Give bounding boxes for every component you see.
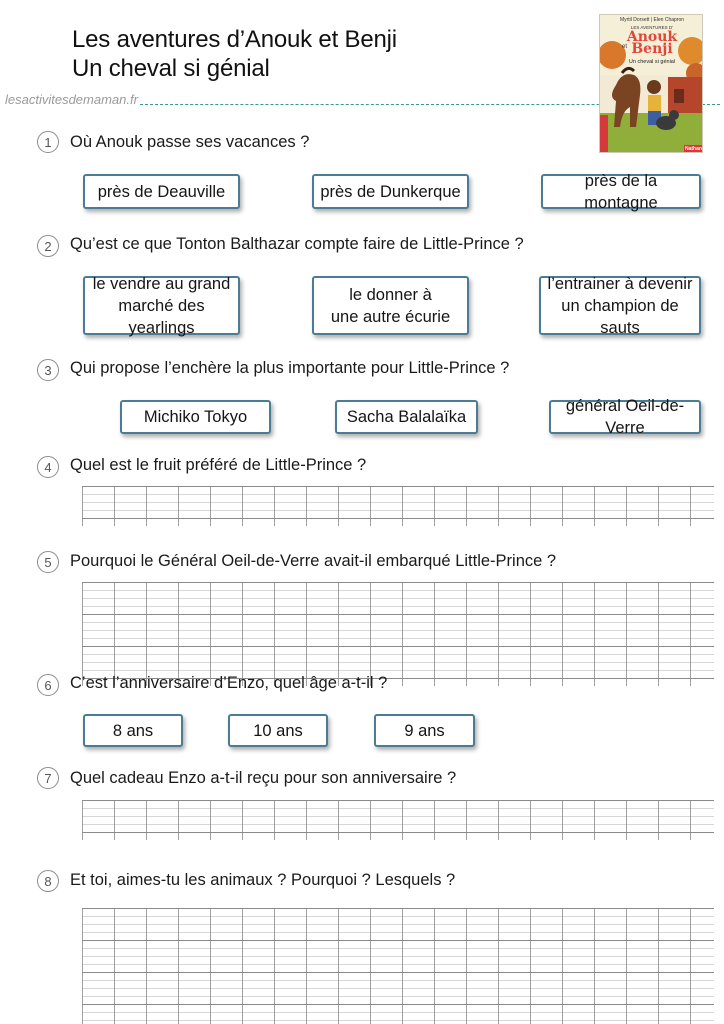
question-8-text: Et toi, aimes-tu les animaux ? Pourquoi ? Lesquels ?	[70, 871, 456, 889]
q2-option-entrainer-line1: l’entrainer à devenir	[547, 274, 693, 293]
question-2-text: Qu’est ce que Tonton Balthazar compte faire de Little-Prince ?	[70, 235, 524, 253]
q2-option-vendre[interactable]	[83, 276, 240, 335]
question-2-number: 2	[37, 235, 59, 257]
cover-name-2: Benji	[631, 41, 673, 57]
q3-option-general[interactable]: général Oeil-de-Verre	[549, 400, 701, 434]
question-1-number: 1	[37, 131, 59, 153]
q6-option-9-ans[interactable]: 9 ans	[374, 714, 475, 747]
question-4-number: 4	[37, 456, 59, 478]
q1-option-dunkerque[interactable]: près de Dunkerque	[312, 174, 469, 209]
cover-name-1: Anouk	[626, 29, 678, 45]
q2-option-donner-line1: le donner à	[349, 285, 432, 304]
writing-lines	[82, 486, 714, 526]
question-3-text: Qui propose l’enchère la plus importante pour Little-Prince ?	[70, 359, 510, 377]
cover-amp: et	[622, 44, 628, 50]
question-7-text: Quel cadeau Enzo a-t-il reçu pour son anniversaire ?	[70, 769, 457, 787]
q2-option-donner-line2: une autre écurie	[330, 307, 451, 326]
question-5-number: 5	[37, 551, 59, 573]
q3-option-sacha[interactable]: Sacha Balalaïka	[335, 400, 478, 434]
site-watermark: lesactivitesdemaman.fr	[5, 92, 138, 107]
writing-lines	[82, 908, 714, 1024]
question-3-number: 3	[37, 359, 59, 381]
q3-option-michiko[interactable]: Michiko Tokyo	[120, 400, 271, 434]
cover-authors: Myrtil Dorsett | Elen Chapron	[619, 17, 685, 23]
answer-grid-4[interactable]	[82, 486, 714, 526]
q6-option-8-ans[interactable]: 8 ans	[83, 714, 183, 747]
q2-option-donner[interactable]	[312, 276, 469, 335]
question-6-number: 6	[37, 674, 59, 696]
answer-grid-8[interactable]	[82, 908, 714, 1024]
q1-option-montagne[interactable]: près de la montagne	[541, 174, 701, 209]
cover-series: LES AVENTURES D’	[630, 25, 674, 30]
question-1-text: Où Anouk passe ses vacances ?	[70, 133, 310, 151]
q2-option-entrainer[interactable]	[539, 276, 701, 335]
cover-publisher: Nathan	[685, 146, 702, 152]
q2-option-vendre-line1: le vendre au grand	[92, 274, 231, 293]
q6-option-10-ans[interactable]: 10 ans	[228, 714, 328, 747]
title-line-1: Les aventures d’Anouk et Benji	[72, 26, 397, 53]
question-6-text: C’est l’anniversaire d’Enzo, quel âge a-t-il ?	[70, 674, 388, 692]
q2-option-entrainer-line2: un champion de sauts	[561, 296, 679, 337]
answer-grid-5[interactable]	[82, 582, 714, 686]
question-7-number: 7	[37, 767, 59, 789]
writing-lines	[82, 582, 714, 686]
q2-option-vendre-line2: marché des yearlings	[118, 296, 205, 337]
title-line-2: Un cheval si génial	[72, 55, 270, 82]
question-5-text: Pourquoi le Général Oeil-de-Verre avait-il embarqué Little-Prince ?	[70, 552, 557, 570]
answer-grid-7[interactable]	[82, 800, 714, 840]
question-8-number: 8	[37, 870, 59, 892]
book-cover	[599, 14, 703, 153]
q1-option-deauville[interactable]: près de Deauville	[83, 174, 240, 209]
writing-lines	[82, 800, 714, 840]
question-4-text: Quel est le fruit préféré de Little-Prince ?	[70, 456, 367, 474]
cover-subtitle: Un cheval si génial	[628, 59, 676, 65]
